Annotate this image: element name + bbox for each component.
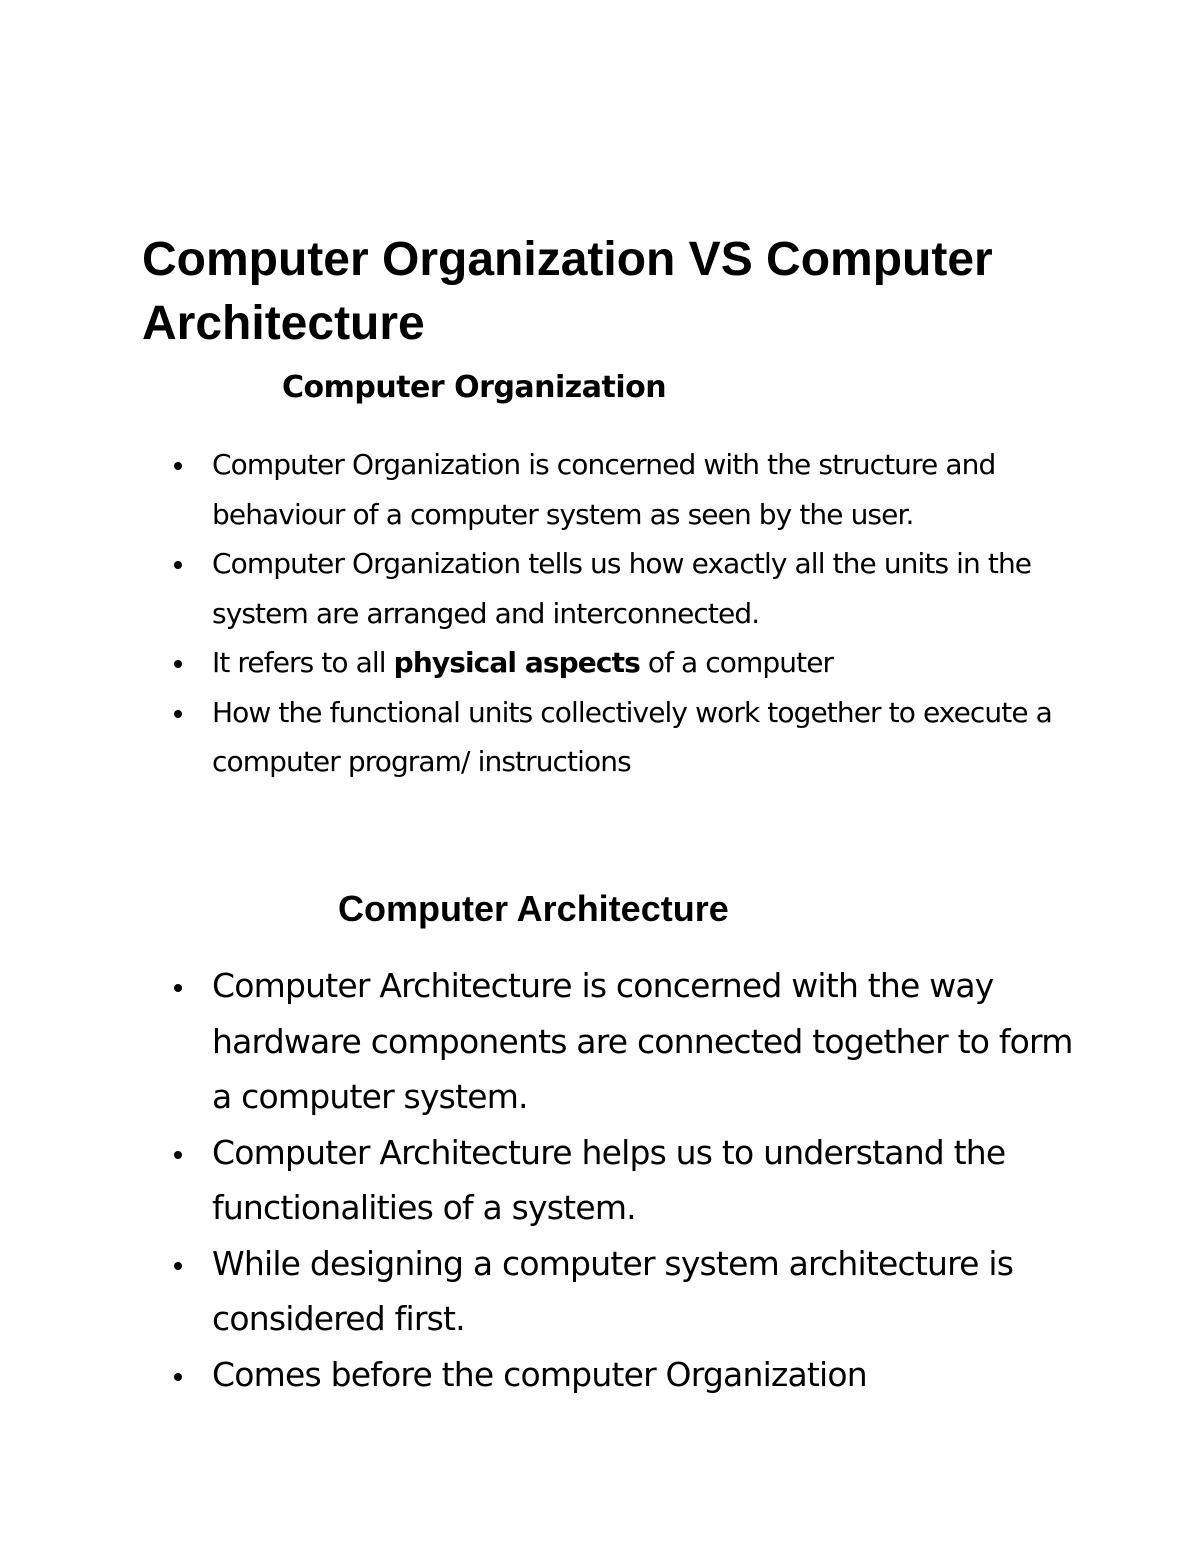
list-item-text: Computer Organization tells us how exactly all the units in the system are arranged and interconnected. — [212, 547, 1032, 630]
bullet-icon — [174, 1262, 182, 1270]
bullet-icon — [174, 984, 182, 992]
list-item — [174, 1347, 1074, 1403]
section-heading-architecture: Computer Architecture — [338, 888, 729, 929]
list-item-text: Computer Architecture is concerned with the way hardware components are connected together to form a computer system. — [212, 966, 1073, 1116]
list-item — [174, 1236, 1074, 1347]
organization-list — [174, 440, 1074, 787]
list-item-text: Computer Organization is concerned with the structure and behaviour of a computer system as seen by the user. — [212, 448, 996, 531]
bullet-icon — [174, 561, 182, 569]
list-item — [174, 958, 1074, 1125]
bullet-icon — [174, 710, 182, 718]
list-item — [174, 638, 1074, 688]
list-item — [174, 539, 1074, 638]
list-item-text: How the functional units collectively work together to execute a computer program/ instructions — [212, 695, 1052, 778]
architecture-list — [174, 958, 1074, 1402]
list-item-text-before: It refers to all — [212, 646, 394, 679]
bullet-icon — [174, 1373, 182, 1381]
list-item-text-after: of a computer — [639, 646, 834, 679]
list-item-text: Comes before the computer Organization — [212, 1354, 867, 1394]
bullet-icon — [174, 462, 182, 470]
page-title: Computer Organization VS Computer Architecture — [142, 233, 993, 350]
section-heading-organization: Computer Organization — [282, 370, 667, 405]
list-item — [174, 440, 1074, 539]
list-item-text: Computer Architecture helps us to understand the functionalities of a system. — [212, 1132, 1006, 1227]
list-item — [174, 1125, 1074, 1236]
list-item-text: While designing a computer system architecture is considered first. — [212, 1243, 1014, 1338]
list-item — [174, 688, 1074, 787]
list-item-emphasis: physical aspects — [393, 646, 640, 679]
bullet-icon — [174, 1151, 182, 1159]
bullet-icon — [174, 660, 182, 668]
